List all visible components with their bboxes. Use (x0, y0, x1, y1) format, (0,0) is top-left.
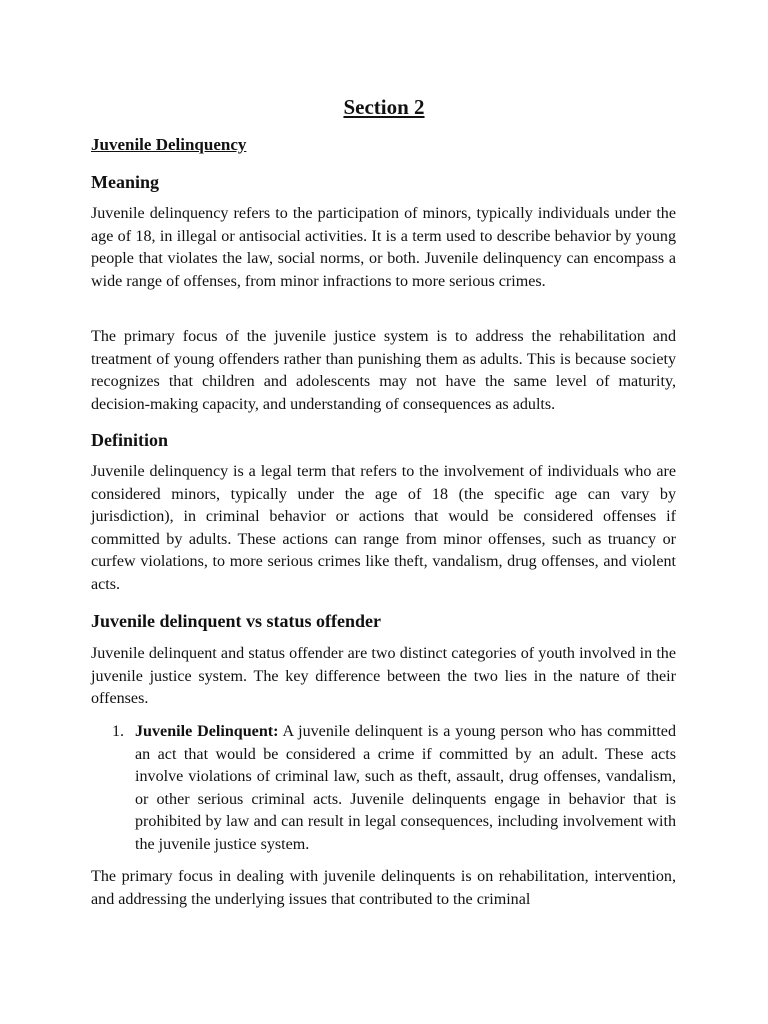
comparison-intro: Juvenile delinquent and status offender are two distinct categories of youth involved in the juvenile justice system. The key difference between the two lies in the nature of their offenses. (91, 645, 676, 708)
meaning-paragraph-2: The primary focus of the juvenile justice system is to address the rehabilitation and treatment of young offenders rather than punishing them as adults. This is because society recognizes that children and adolescents may not have the same level of maturity, decision-making capacity, and understanding of consequences as adults. (91, 328, 676, 413)
offender-list (112, 721, 676, 857)
list-item-term: Juvenile Delinquent: (135, 723, 279, 740)
comparison-closing: The primary focus in dealing with juvenile delinquents is on rehabilitation, intervention, and addressing the underlying issues that contributed to the criminal (91, 868, 676, 908)
definition-paragraph: Juvenile delinquency is a legal term that refers to the involvement of individuals who are considered minors, typically under the age of 18 (the specific age can vary by jurisdiction), in criminal behavior or actions that would be considered offenses if committed by adults. These actions can range from minor offenses, such as truancy or curfew violations, to more serious crimes like theft, vandalism, drug offenses, and violent acts. (91, 463, 676, 593)
comparison-heading: Juvenile delinquent vs status offender (91, 611, 382, 631)
section-title: Section 2 (343, 95, 425, 119)
list-item-number: 1. (112, 723, 125, 740)
list-item (112, 721, 676, 857)
meaning-paragraph-1: Juvenile delinquency refers to the participation of minors, typically individuals under the age of 18, in illegal or antisocial activities. It is a term used to describe behavior by young people that violates the law, social norms, or both. Juvenile delinquency can encompass a wide range of offenses, from minor infractions to more serious crimes. (91, 205, 676, 290)
meaning-heading: Meaning (91, 172, 160, 192)
topic-heading: Juvenile Delinquency (91, 135, 247, 154)
list-item-text: A juvenile delinquent is a young person who has committed an act that would be considered a crime if committed by an adult. These acts involve violations of criminal law, such as theft, assault, drug offenses, vandalism, or other serious criminal acts. Juvenile delinquents engage in behavior that is prohibited by law and can result in legal consequences, including involvement with the juvenile justice system. (135, 723, 676, 853)
definition-heading: Definition (91, 430, 169, 450)
